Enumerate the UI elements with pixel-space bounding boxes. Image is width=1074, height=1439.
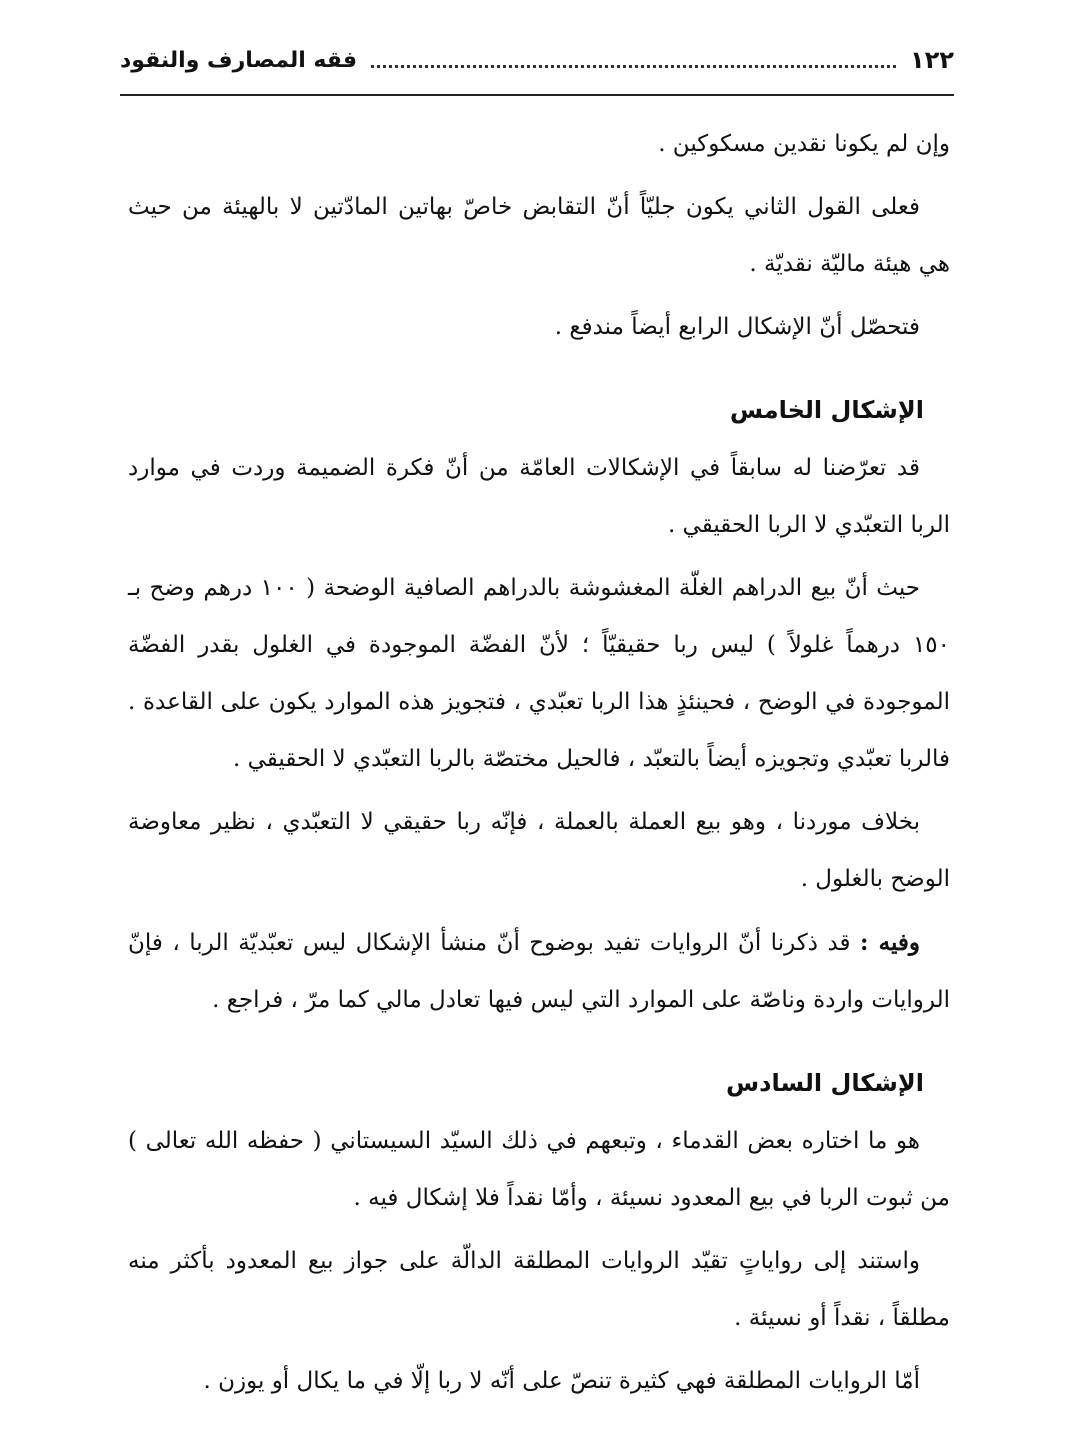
header-rule <box>120 94 954 96</box>
paragraph: فعلى القول الثاني يكون جليّاً أنّ التقابض خاصّ بهاتين المادّتين لا بالهيئة من حيث هي هيئة ماليّة نقديّة . <box>128 194 950 277</box>
page-number: ١٢٢ <box>910 46 954 74</box>
paragraph: واستند إلى رواياتٍ تقيّد الروايات المطلقة الدالّة على جواز بيع المعدود بأكثر منه مطلقاً ، نقداً أو نسيئة . <box>128 1248 950 1331</box>
section-heading: الإشكال السادس <box>726 1069 924 1097</box>
paragraph: حيث أنّ بيع الدراهم الغلّة المغشوشة بالدراهم الصافية الوضحة ( ١٠٠ درهم وضح بـ ١٥٠ درهماً غلولاً ) ليس ربا حقيقيّاً ؛ لأنّ الفضّة الموجودة في الغلول بقدر الفضّة الموجودة في الوضح ، فحينئذٍ هذا الربا تعبّدي ، فتجويز هذه الموارد يكون على القاعدة . فالربا تعبّدي وتجويزه أيضاً بالتعبّد ، فالحيل مختصّة بالربا التعبّدي لا الحقيقي . <box>128 575 950 772</box>
paragraph: بخلاف موردنا ، وهو بيع العملة بالعملة ، فإنّه ربا حقيقي لا التعبّدي ، نظير معاوضة الوضح بالغلول . <box>128 809 950 892</box>
paragraph: وإن لم يكونا نقدين مسكوكين . <box>658 131 950 157</box>
paragraph: أمّا الروايات المطلقة فهي كثيرة تنصّ على أنّه لا ربا إلّا في ما يكال أو يوزن . <box>203 1368 920 1394</box>
section-heading: الإشكال الخامس <box>729 396 924 424</box>
paragraph: هو ما اختاره بعض القدماء ، وتبعهم في ذلك السيّد السيستاني ( حفظه الله تعالى ) من ثبوت الربا في بيع المعدود نسيئة ، وأمّا نقداً فلا إشكال فيه . <box>128 1128 950 1211</box>
running-title: فقه المصارف والنقود <box>120 47 357 73</box>
objection-label: وفيه : <box>859 929 921 956</box>
paragraph: فتحصّل أنّ الإشكال الرابع أيضاً مندفع . <box>554 314 920 340</box>
paragraph <box>128 914 950 1029</box>
dotted-leader <box>371 65 896 68</box>
paragraph-text: قد ذكرنا أنّ الروايات تفيد بوضوح أنّ منشأ الإشكال ليس تعبّديّة الربا ، فإنّ الروايات واردة وناصّة على الموارد التي ليس فيها تعادل مالي كما مرّ ، فراجع . <box>128 930 950 1013</box>
paragraph: قد تعرّضنا له سابقاً في الإشكالات العامّة من أنّ فكرة الضميمة وردت في موارد الربا التعبّدي لا الربا الحقيقي . <box>128 455 950 538</box>
page-body <box>128 116 950 1416</box>
page-header <box>120 40 954 80</box>
